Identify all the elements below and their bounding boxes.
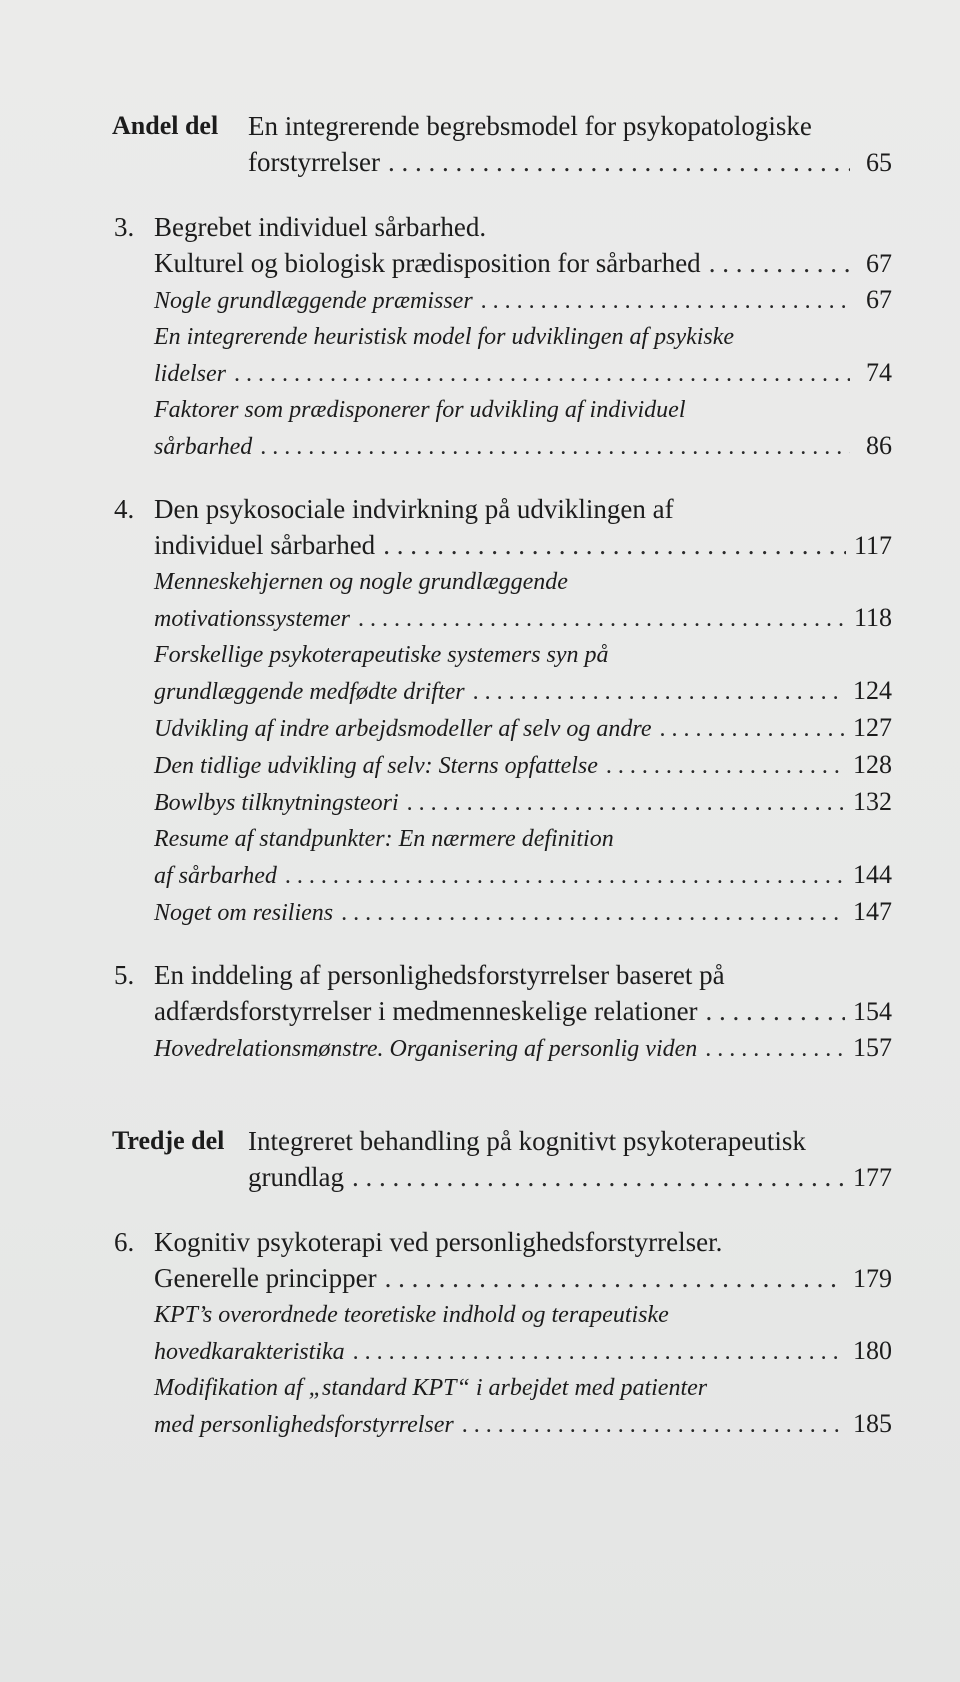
chapter-title-line: Generelle principper bbox=[154, 1263, 377, 1293]
section-title: grundlæggende medfødte drifter bbox=[154, 679, 465, 705]
section-title: af sårbarhed bbox=[154, 863, 277, 889]
part-title-leader-line bbox=[248, 1159, 892, 1196]
section-entry bbox=[154, 1406, 892, 1443]
chapter-5-entry bbox=[112, 957, 892, 1067]
section-title: Udvikling af indre arbejdsmodeller af selv og andre bbox=[154, 716, 652, 742]
chapter-3-entry bbox=[112, 209, 892, 465]
leader-dots bbox=[481, 283, 850, 319]
section-title: hovedkarakteristika bbox=[154, 1339, 345, 1365]
section-title: lidelser bbox=[154, 361, 226, 387]
section-title: Resume af standpunkter: En nærmere definition bbox=[154, 826, 614, 852]
section-entry bbox=[154, 1030, 892, 1067]
chapter-title-line: individuel sårbarhed bbox=[154, 530, 376, 560]
page-number: 157 bbox=[853, 1033, 892, 1062]
leader-dots bbox=[383, 527, 846, 563]
section-title: Forskellige psykoterapeutiske systemers syn på bbox=[154, 642, 609, 668]
part-label: Tredje del bbox=[112, 1126, 225, 1155]
leader-dots bbox=[706, 993, 845, 1029]
chapter-number: 5. bbox=[114, 960, 135, 990]
section-title: Menneskehjernen og nogle grundlæggende bbox=[154, 569, 568, 595]
part-3-entry bbox=[112, 1123, 892, 1196]
section-entry bbox=[154, 894, 892, 931]
leader-dots bbox=[388, 144, 850, 180]
page-number: 154 bbox=[853, 997, 892, 1026]
section-entry bbox=[154, 428, 892, 465]
leader-dots bbox=[352, 1159, 845, 1195]
leader-dots bbox=[385, 1260, 845, 1296]
chapter-title-line: Begrebet individuel sårbarhed. bbox=[154, 212, 487, 242]
leader-dots bbox=[353, 1334, 845, 1370]
section-title: Hovedrelationsmønstre. Organisering af personlig viden bbox=[154, 1036, 698, 1062]
chapter-title-leader-line bbox=[154, 527, 892, 564]
table-of-contents bbox=[112, 108, 892, 1469]
page-number: 117 bbox=[853, 531, 892, 560]
leader-dots bbox=[462, 1407, 845, 1443]
page-number: 67 bbox=[866, 249, 892, 278]
chapter-4-entry bbox=[112, 491, 892, 931]
chapter-title-leader-line bbox=[154, 1260, 892, 1297]
chapter-title-line: Kognitiv psykoterapi ved personlighedsforstyrrelser. bbox=[154, 1227, 723, 1257]
page-number: 147 bbox=[853, 897, 892, 926]
leader-dots bbox=[473, 674, 845, 710]
leader-dots bbox=[407, 785, 845, 821]
section-entry bbox=[154, 600, 892, 637]
section-entry bbox=[154, 673, 892, 710]
page-number: 118 bbox=[853, 603, 892, 632]
page-number: 179 bbox=[853, 1264, 892, 1293]
leader-dots bbox=[705, 1031, 845, 1067]
chapter-number: 4. bbox=[114, 494, 135, 524]
chapter-title-line: Den psykosociale indvirkning på udviklingen af bbox=[154, 494, 674, 524]
section-title: Nogle grundlæggende præmisser bbox=[154, 288, 473, 314]
part-2-entry bbox=[112, 108, 892, 181]
page-number: 86 bbox=[866, 431, 892, 460]
leader-dots bbox=[606, 748, 845, 784]
section-title: sårbarhed bbox=[154, 434, 253, 460]
section-entry bbox=[154, 710, 892, 747]
leader-dots bbox=[234, 356, 850, 392]
chapter-title-leader-line bbox=[154, 993, 892, 1030]
part-title-leader-line bbox=[248, 144, 892, 181]
leader-dots bbox=[358, 601, 846, 637]
page-number: 180 bbox=[853, 1336, 892, 1365]
section-title: Noget om resiliens bbox=[154, 900, 334, 926]
section-title: Faktorer som prædisponerer for udvikling af individuel bbox=[154, 397, 686, 423]
chapter-number: 6. bbox=[114, 1227, 135, 1257]
section-title: Bowlbys tilknytningsteori bbox=[154, 790, 399, 816]
leader-dots bbox=[341, 895, 845, 931]
chapter-title-line: En inddeling af personlighedsforstyrrelser baseret på bbox=[154, 960, 725, 990]
part-title-line: grundlag bbox=[248, 1162, 344, 1192]
page-number: 74 bbox=[866, 358, 892, 387]
section-entry bbox=[154, 282, 892, 319]
section-entry bbox=[154, 1333, 892, 1370]
page-number: 128 bbox=[853, 750, 892, 779]
section-title: En integrerende heuristisk model for udviklingen af psykiske bbox=[154, 324, 735, 350]
chapter-number: 3. bbox=[114, 212, 135, 242]
part-label: Andel del bbox=[112, 111, 219, 140]
page-number: 67 bbox=[866, 285, 892, 314]
page-number: 124 bbox=[853, 676, 892, 705]
section-title: med personlighedsforstyrrelser bbox=[154, 1412, 454, 1438]
page-number: 132 bbox=[853, 787, 892, 816]
chapter-6-entry bbox=[112, 1224, 892, 1443]
part-title-line: En integrerende begrebsmodel for psykopatologiske bbox=[248, 111, 812, 141]
chapter-title-leader-line bbox=[154, 245, 892, 282]
section-title: KPT’s overordnede teoretiske indhold og terapeutiske bbox=[154, 1302, 669, 1328]
page-number: 65 bbox=[866, 148, 892, 177]
page-number: 127 bbox=[853, 713, 892, 742]
page-number: 185 bbox=[853, 1409, 892, 1438]
leader-dots bbox=[285, 858, 845, 894]
section-title: Modifikation af „standard KPT“ i arbejdet med patienter bbox=[154, 1375, 708, 1401]
section-entry bbox=[154, 857, 892, 894]
section-title: Den tidlige udvikling af selv: Sterns opfattelse bbox=[154, 753, 598, 779]
section-title: motivationssystemer bbox=[154, 606, 350, 632]
part-title-line: Integreret behandling på kognitivt psykoterapeutisk bbox=[248, 1126, 806, 1156]
page-number: 144 bbox=[853, 860, 892, 889]
section-entry bbox=[154, 355, 892, 392]
section-entry bbox=[154, 784, 892, 821]
chapter-title-line: adfærdsforstyrrelser i medmenneskelige relationer bbox=[154, 996, 698, 1026]
leader-dots bbox=[709, 245, 850, 281]
section-entry bbox=[154, 747, 892, 784]
leader-dots bbox=[659, 711, 845, 747]
page-number: 177 bbox=[853, 1163, 892, 1192]
leader-dots bbox=[260, 429, 850, 465]
part-title-line: forstyrrelser bbox=[248, 147, 380, 177]
chapter-title-line: Kulturel og biologisk prædisposition for sårbarhed bbox=[154, 248, 701, 278]
